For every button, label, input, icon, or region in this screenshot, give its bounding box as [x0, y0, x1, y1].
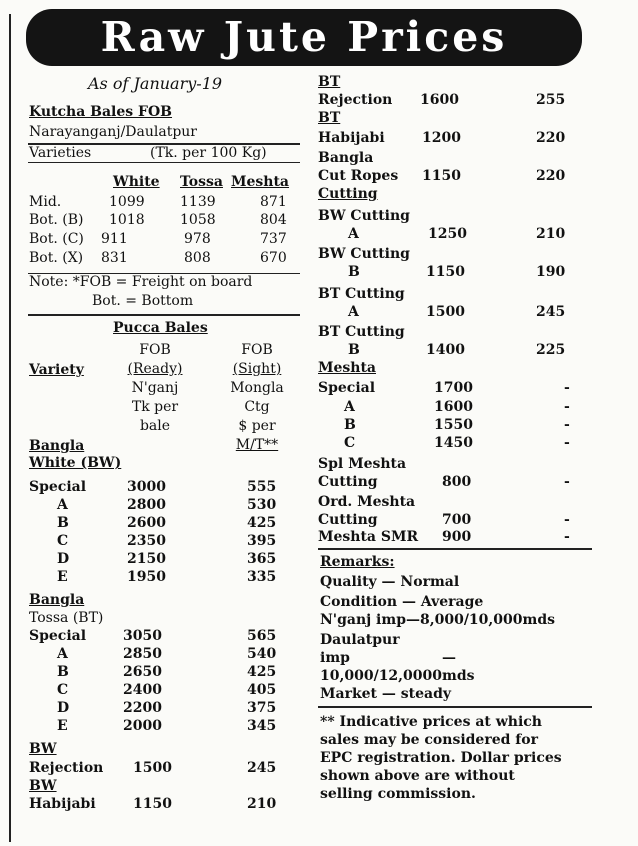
usd-value: 220 — [536, 168, 566, 184]
rule — [318, 548, 592, 550]
rule — [28, 143, 300, 145]
white-value: 911 — [101, 231, 128, 247]
meshta-heading: Meshta — [318, 360, 377, 376]
kutcha-unit: (Tk. per 100 Kg) — [150, 145, 267, 161]
col-meshta: Meshta — [231, 174, 290, 190]
usd-value: 245 — [247, 760, 277, 776]
row-label: Habijabi — [29, 796, 96, 812]
remarks-heading: Remarks: — [320, 554, 395, 570]
usd-value: - — [564, 435, 570, 451]
spl-meshta-label: Spl Meshta — [318, 456, 407, 472]
grade: D — [57, 551, 70, 567]
cutting-label: Cutting — [318, 186, 378, 202]
footnote-line: EPC registration. Dollar prices — [320, 750, 562, 766]
bt-rejection-tag: BT — [318, 74, 341, 90]
grade: B — [348, 342, 360, 358]
white-value: 831 — [101, 250, 128, 266]
bt-heading: Bangla — [29, 592, 85, 608]
tk-value: 800 — [442, 474, 472, 490]
tk-value: 2150 — [127, 551, 166, 567]
bt-cutting-label: BT Cutting — [318, 324, 405, 340]
tk-value: 1400 — [426, 342, 465, 358]
header-line: FOB — [139, 342, 171, 358]
col-white: White — [113, 174, 160, 190]
imp-dash: — — [442, 650, 456, 666]
grade: C — [57, 533, 69, 549]
white-value: 1099 — [109, 194, 145, 210]
tk-value: 1150 — [426, 264, 465, 280]
row-label: Cutting — [318, 474, 378, 490]
kutcha-location: Narayanganj/Daulatpur — [29, 124, 197, 140]
usd-value: 210 — [536, 226, 566, 242]
tk-value: 3000 — [127, 479, 166, 495]
tk-value: 2400 — [123, 682, 162, 698]
tk-value: 2200 — [123, 700, 162, 716]
tk-value: 1600 — [420, 92, 459, 108]
pucca-heading: Pucca Bales — [113, 320, 208, 336]
tossa-value: 978 — [184, 231, 211, 247]
row-label: Meshta SMR — [318, 529, 419, 545]
row-label: Bot. (B) — [29, 212, 84, 228]
grade: E — [57, 569, 68, 585]
remark-imp-value: 10,000/12,0000mds — [320, 668, 475, 684]
bt-cutting-label: BT Cutting — [318, 286, 405, 302]
row-label: Habijabi — [318, 130, 385, 146]
tk-value: 2650 — [123, 664, 162, 680]
usd-value: 225 — [536, 342, 566, 358]
tossa-value: 1139 — [180, 194, 216, 210]
usd-value: - — [564, 417, 570, 433]
grade: Special — [29, 479, 87, 495]
row-label: Cut Ropes — [318, 168, 399, 184]
row-label: Rejection — [29, 760, 104, 776]
bt-table — [29, 628, 299, 738]
bw-heading: Bangla — [29, 438, 85, 454]
row-label: Bot. (X) — [29, 250, 84, 266]
header-line: Mongla — [230, 380, 284, 396]
rule — [28, 162, 300, 163]
grade: A — [344, 399, 355, 415]
usd-value: 210 — [247, 796, 277, 812]
bw-heading-2: White (BW) — [29, 455, 122, 471]
col-tossa: Tossa — [180, 174, 223, 190]
usd-value: - — [564, 474, 570, 490]
tk-value: 1150 — [133, 796, 172, 812]
usd-value: - — [564, 529, 570, 545]
tk-value: 1550 — [434, 417, 473, 433]
tk-value: 2000 — [123, 718, 162, 734]
usd-value: 555 — [247, 479, 277, 495]
tk-value: 1200 — [422, 130, 461, 146]
usd-value: - — [564, 380, 570, 396]
bw-rejection-tag: BW — [29, 741, 57, 757]
bw-habijabi-row — [29, 796, 299, 814]
grade: E — [57, 718, 68, 734]
bt-habijabi-tag: BT — [318, 110, 341, 126]
tk-value: 900 — [442, 529, 472, 545]
tk-value: 1250 — [428, 226, 467, 242]
header-line: $ per — [238, 418, 276, 434]
header-line: FOB — [241, 342, 273, 358]
usd-value: 405 — [247, 682, 277, 698]
note-bottom: Bot. = Bottom — [92, 293, 194, 309]
imp-label: imp — [320, 650, 350, 666]
grade: C — [344, 435, 356, 451]
grade: Special — [29, 628, 87, 644]
header-line: M/T** — [235, 437, 279, 453]
grade: B — [57, 515, 69, 531]
usd-value: 365 — [247, 551, 277, 567]
tk-value: 1600 — [434, 399, 473, 415]
usd-value: 345 — [247, 718, 277, 734]
header-line: bale — [139, 418, 171, 434]
usd-value: 530 — [247, 497, 277, 513]
remark-quality: Quality — Normal — [320, 574, 460, 590]
usd-value: 335 — [247, 569, 277, 585]
page-title: Raw Jute Prices — [26, 9, 582, 66]
tk-value: 2600 — [127, 515, 166, 531]
usd-value: - — [564, 399, 570, 415]
bw-cutting-label: BW Cutting — [318, 246, 410, 262]
usd-value: 425 — [247, 515, 277, 531]
tk-value: 3050 — [123, 628, 162, 644]
grade: D — [57, 700, 70, 716]
remark-nganj: N'ganj imp—8,000/10,000mds — [320, 612, 555, 628]
tk-value: 2800 — [127, 497, 166, 513]
meshta-value: 670 — [260, 250, 287, 266]
header-line: (Sight) — [232, 361, 282, 377]
rule — [28, 314, 300, 316]
tk-value: 1150 — [422, 168, 461, 184]
grade: A — [348, 304, 359, 320]
tossa-value: 1058 — [180, 212, 216, 228]
usd-value: 425 — [247, 664, 277, 680]
footnote-line: shown above are without — [320, 768, 515, 784]
usd-value: - — [564, 512, 570, 528]
tk-value: 1700 — [434, 380, 473, 396]
footnote-line: sales may be considered for — [320, 732, 539, 748]
remark-market: Market — steady — [320, 686, 452, 702]
rule — [318, 706, 592, 708]
usd-value: 245 — [536, 304, 566, 320]
bw-habijabi-tag: BW — [29, 778, 57, 794]
white-value: 1018 — [109, 212, 145, 228]
remark-condition: Condition — Average — [320, 594, 484, 610]
footnote-line: ** Indicative prices at which — [320, 714, 542, 730]
grade: B — [57, 664, 69, 680]
bw-cutting-label: BW Cutting — [318, 208, 410, 224]
kutcha-heading: Kutcha Bales FOB — [29, 104, 173, 120]
remark-daulatpur: Daulatpur — [320, 632, 400, 648]
row-label: Bot. (C) — [29, 231, 84, 247]
usd-value: 565 — [247, 628, 277, 644]
bw-table — [29, 479, 299, 589]
kutcha-table — [29, 194, 299, 268]
ord-meshta-label: Ord. Meshta — [318, 494, 416, 510]
grade: A — [348, 226, 359, 242]
column-rule-left — [9, 14, 11, 842]
footnote-line: selling commission. — [320, 786, 476, 802]
tk-value: 1500 — [426, 304, 465, 320]
usd-value: 220 — [536, 130, 566, 146]
variety-label: Variety — [29, 362, 84, 378]
tk-value: 1950 — [127, 569, 166, 585]
tk-value: 2850 — [123, 646, 162, 662]
note-fob: Note: *FOB = Freight on board — [29, 274, 253, 290]
row-label: Mid. — [29, 194, 62, 210]
row-label: Cutting — [318, 512, 378, 528]
grade: A — [57, 497, 68, 513]
header-line: (Ready) — [127, 361, 183, 377]
tk-value: 2350 — [127, 533, 166, 549]
grade: B — [344, 417, 356, 433]
as-of-date: As of January-19 — [88, 74, 223, 93]
grade: A — [57, 646, 68, 662]
usd-value: 190 — [536, 264, 566, 280]
grade: C — [57, 682, 69, 698]
tk-value: 700 — [442, 512, 472, 528]
usd-value: 395 — [247, 533, 277, 549]
grade: Special — [318, 380, 376, 396]
bt-heading-2: Tossa (BT) — [29, 610, 104, 626]
meshta-value: 737 — [260, 231, 287, 247]
grade: B — [348, 264, 360, 280]
tk-value: 1450 — [434, 435, 473, 451]
header-line: Ctg — [244, 399, 270, 415]
bangla-label: Bangla — [318, 150, 374, 166]
varieties-label: Varieties — [29, 145, 92, 161]
header-line: Tk per — [131, 399, 179, 415]
tossa-value: 808 — [184, 250, 211, 266]
usd-value: 255 — [536, 92, 566, 108]
header-line: N'ganj — [131, 380, 179, 396]
usd-value: 375 — [247, 700, 277, 716]
usd-value: 540 — [247, 646, 277, 662]
tk-value: 1500 — [133, 760, 172, 776]
row-label: Rejection — [318, 92, 393, 108]
bw-rejection-row — [29, 760, 299, 778]
meshta-value: 871 — [260, 194, 287, 210]
meshta-value: 804 — [260, 212, 287, 228]
